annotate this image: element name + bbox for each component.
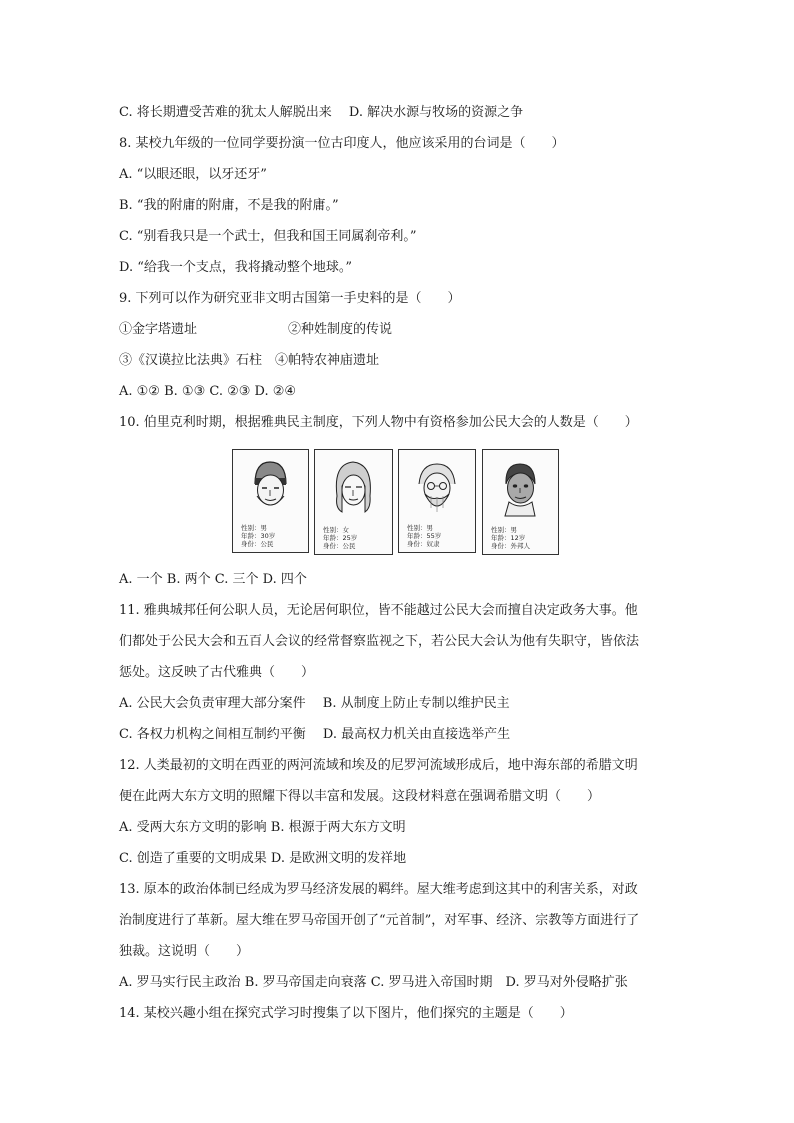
old-man-portrait xyxy=(409,456,465,516)
boy-portrait xyxy=(493,456,548,518)
q9-options: A. ①② B. ①③ C. ②③ D. ②④ xyxy=(119,384,297,399)
q13-stem-line-2: 治制度进行了革新。屋大维在罗马帝国开创了“元首制”，对军事、经济、宗教等方面进行了 xyxy=(119,913,640,928)
q8-option-d: D. “给我一个支点，我将撬动整个地球。” xyxy=(119,260,353,275)
q13-options: A. 罗马实行民主政治 B. 罗马帝国走向衰落 C. 罗马进入帝国时期 D. 罗马对外侵略扩张 xyxy=(119,975,628,990)
q13-stem-line-3: 独裁。这说明（ ） xyxy=(119,944,250,959)
portrait-card xyxy=(398,449,476,553)
portrait-card xyxy=(482,449,559,555)
portrait-info: 性别：男 年龄：55岁 身份：奴隶 xyxy=(407,524,442,548)
q13-stem-line-1: 13. 原本的政治体制已经成为罗马经济发展的羁绊。屋大维考虑到这其中的利害关系，对政 xyxy=(119,882,638,897)
portrait-card xyxy=(314,449,393,555)
q9-item-1-2: ①金字塔遗址 ②种姓制度的传说 xyxy=(119,322,393,337)
q12-options-cd: C. 创造了重要的文明成果 D. 是欧洲文明的发祥地 xyxy=(119,851,407,866)
q11-stem-line-2: 们都处于公民大会和五百人会议的经常督察监视之下，若公民大会认为他有失职守，皆依法 xyxy=(119,634,640,649)
q9-item-3-4: ③《汉谟拉比法典》石柱 ④帕特农神庙遗址 xyxy=(119,353,380,368)
q11-stem-line-1: 11. 雅典城邦任何公职人员，无论居何职位，皆不能越过公民大会而擅自决定政务大事。他 xyxy=(119,603,638,618)
q10-options: A. 一个 B. 两个 C. 三个 D. 四个 xyxy=(119,572,307,587)
portrait-info: 性别：男 年龄：30岁 身份：公民 xyxy=(241,524,276,548)
q12-stem-line-1: 12. 人类最初的文明在西亚的两河流域和埃及的尼罗河流域形成后，地中海东部的希腊文明 xyxy=(119,758,638,773)
q12-stem-line-2: 便在此两大东方文明的照耀下得以丰富和发展。这段材料意在强调希腊文明（ ） xyxy=(119,789,601,804)
q7-options-cd: C. 将长期遭受苦难的犹太人解脱出来 D. 解决水源与牧场的资源之争 xyxy=(119,105,524,120)
portrait-figure xyxy=(232,449,560,555)
q8-option-a: A. “以眼还眼，以牙还牙” xyxy=(119,167,267,182)
woman-portrait xyxy=(325,456,382,518)
helmeted-man-portrait xyxy=(243,456,298,516)
q11-stem-line-3: 惩处。这反映了古代雅典（ ） xyxy=(119,665,315,680)
portrait-info: 性别：男 年龄：12岁 身份：外邦人 xyxy=(491,526,530,550)
q10-stem: 10. 伯里克利时期，根据雅典民主制度，下列人物中有资格参加公民大会的人数是（ ） xyxy=(119,415,638,430)
q14-stem: 14. 某校兴趣小组在探究式学习时搜集了以下图片，他们探究的主题是（ ） xyxy=(119,1006,573,1021)
q8-option-b: B. “我的附庸的附庸，不是我的附庸。” xyxy=(119,198,339,213)
q8-stem: 8. 某校九年级的一位同学要扮演一位古印度人，他应该采用的台词是（ ） xyxy=(119,136,565,151)
q11-options-cd: C. 各权力机构之间相互制约平衡 D. 最高权力机关由直接选举产生 xyxy=(119,727,511,742)
portrait-card xyxy=(232,449,309,553)
q8-option-c: C. “别看我只是一个武士，但我和国王同属刹帝利。” xyxy=(119,229,417,244)
q11-options-ab: A. 公民大会负责审理大部分案件 B. 从制度上防止专制以维护民主 xyxy=(119,696,510,711)
portrait-info: 性别：女 年龄：25岁 身份：公民 xyxy=(323,526,358,550)
q9-stem: 9. 下列可以作为研究亚非文明古国第一手史料的是（ ） xyxy=(119,291,461,306)
q12-options-ab: A. 受两大东方文明的影响 B. 根源于两大东方文明 xyxy=(119,820,406,835)
